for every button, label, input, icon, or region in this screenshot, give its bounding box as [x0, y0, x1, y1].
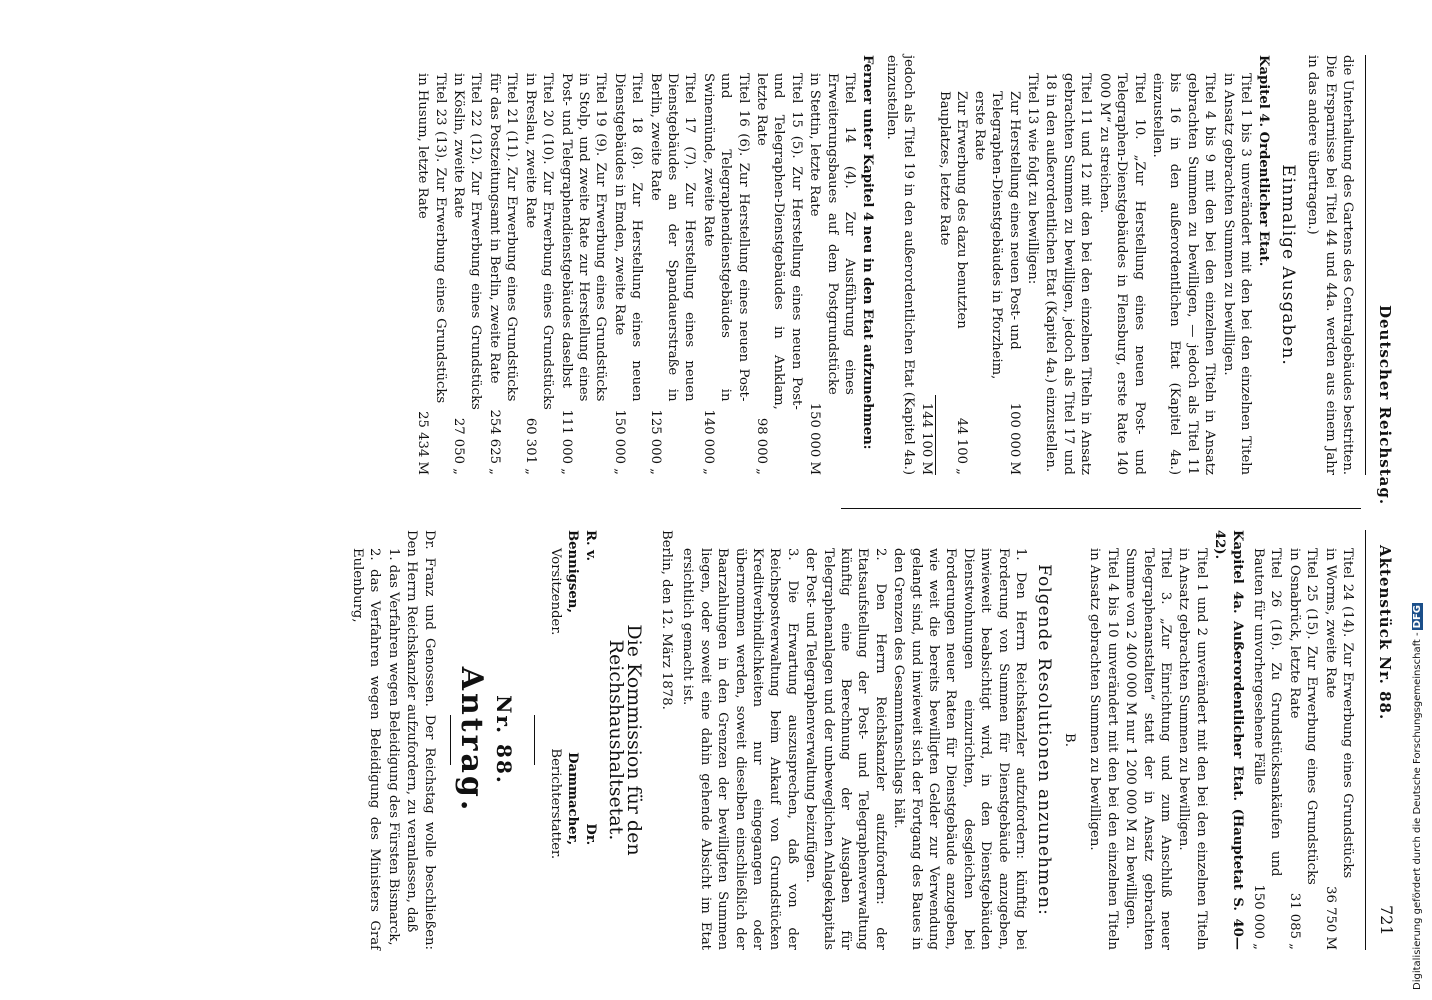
ferner-heading: Ferner unter Kapitel 4 neu in den Etat aufzunehmen: [860, 55, 876, 450]
paragraph: Titel 13 wie folgt zu bewilligen: [1025, 73, 1041, 285]
paragraph: Titel 4 bis 10 unverändert mit den bei den einzelnen Titeln in Ansatz gebrachten Summen zu bewilligen. [1087, 548, 1120, 950]
resolution-item: 1. Den Herrn Reichskanzler aufzufordern: künftig bei Forderung von Summen für Dienstgebäude anzugeben, inwieweit beabsichtigt wird, in den Dienstgebäuden Dienstwohnungen einzurichten, desgleichen bei Forderungen neuer Raten für Dienstgebäude anzugeben, wie weit die bereits bewilligten Gelder zur Verwendung gelangt sind, und inwieweit sich der Fortgang des Baues in den Grenzen des Gesammtanschlags hält. [891, 548, 1029, 950]
title-item-text: Titel 19 (9). Zur Erwerbung eines Grundstücks in Stolp, und zweite Rate zur Herstellung eines Post- und Telegraphendienstgebäudes daselbst [558, 73, 609, 402]
title-item-amount: 36 750 M [1322, 886, 1338, 950]
antrag-text: Dr. Franz und Genossen. Der Reichstag wolle beschließen: Den Herrn Reichskanzler aufzufordern, zu veranlassen, daß [404, 530, 437, 950]
header-left: Deutscher Reichstag. [1376, 305, 1394, 506]
paragraph: Titel 1 und 2 unverändert mit den bei den einzelnen Titeln in Ansatz gebrachten Summen zu bewilligen. [1176, 548, 1209, 950]
title-item-text: Titel 17 (7). Zur Herstellung eines neuen Dienstgebäudes an der Spandauerstraße in Berlin, zweite Rate [647, 73, 698, 402]
kapitel-heading: Kapitel 4a. Außerordentlicher Etat. (Hauptetat S. 40—42). [1212, 530, 1245, 950]
intro-text: die Unterhaltung des Gartens des Centralgebäudes bestritten. Die Ersparnisse bei Titel 44 und 44a. werden aus einem Jahr in das andere übertragen.) [1305, 55, 1355, 475]
antrag-title: Antrag. [454, 666, 490, 814]
signature-left [547, 530, 599, 732]
section-heading: Einmalige Ausgaben. [1277, 164, 1298, 366]
title-item-text: Titel 15 (5). Zur Herstellung eines neuen Post- und Telegraphen-Dienstgebäudes in Anklam, letzte Rate [754, 73, 804, 410]
budget-total [917, 55, 935, 475]
budget-line-amount: 44 100 „ [954, 417, 970, 475]
title-item [1285, 530, 1320, 950]
budget-total-amount: 144 100 M [917, 395, 935, 475]
signature-role: Vorsitzender. [547, 548, 563, 636]
title-item-text: Titel 24 (14). Zur Erwerbung eines Grundstücks in Worms, zweite Rate [1322, 548, 1355, 879]
title-item-amount: 31 085 „ [1286, 892, 1302, 950]
title-item-text: Titel 21 (11). Zur Erwerbung eines Grundstücks für das Postzeitungsamt in Berlin, zweite Rate [486, 73, 520, 402]
title-item-text: Titel 26 (16). Zu Grundstücksankäufen und Bauten für unvorhergesehene Fälle [1250, 548, 1284, 877]
title-item [450, 55, 485, 475]
signatures [547, 530, 599, 950]
signature-right [547, 748, 599, 950]
divider [450, 715, 451, 765]
title-item-text: Titel 16 (6). Zur Herstellung eines neuen Post- und Telegraphendienstgebäudes in Swinemünde, zweite Rate [700, 73, 751, 402]
header-rule-right [1365, 530, 1366, 950]
title-item-amount: 98 000 „ [754, 417, 769, 475]
budget-line-text: Zur Herstellung eines neuen Post- und Telegraphen-Dienstgebäudes in Pforzheim, erste Rate [971, 91, 1022, 380]
title-item [521, 55, 556, 475]
title-item-amount: 60 301 „ [522, 417, 538, 475]
budget-line [970, 55, 1022, 475]
title-item [557, 55, 609, 475]
title-item [806, 55, 858, 475]
section-marker: B. [1061, 733, 1077, 747]
title-item-amount: 25 434 M [415, 411, 431, 475]
date-line: Berlin, den 12. März 1878. [658, 530, 674, 710]
title-item-amount: 150 000 M [807, 402, 823, 475]
resolution-item: 2. Den Herrn Reichskanzler aufzufordern: der Etatsaufstellung der Post- und Telegraphenverwaltung künftig eine Berechnung der Ausgaben für Telegraphenanlagen und der unbeweglichen Anlagekapitals der Post- und Telegraphenverwaltung beizufügen. [803, 548, 888, 950]
title-item [610, 55, 645, 475]
dfg-credit [1412, 603, 1423, 990]
commission-title: Die Kommission für den Reichshaushaltsetat. [605, 624, 645, 856]
antrag-item: 1. das Verfahren wegen Beleidigung des Fürsten Bismarck, [385, 548, 401, 946]
signature-name: R. v. Bennigsen, [565, 530, 598, 613]
title-item [699, 55, 751, 475]
title-item-amount: 140 000 „ [700, 409, 716, 475]
paragraph: Titel 4 bis 9 mit den bei den einzelnen Titeln in Ansatz gebrachten Summen zu bewilligen, — jedoch als Titel 11 bis 16 in den außerordentlichen Etat (Kapitel 4a.) einzustellen. [1149, 73, 1218, 475]
column-left [413, 55, 1356, 475]
divider [534, 715, 535, 765]
title-item [646, 55, 698, 475]
paragraph: Titel 1 bis 3 unverändert mit den bei den einzelnen Titeln in Ansatz gebrachten Summen zu bewilligen. [1220, 73, 1253, 475]
page-header [1366, 0, 1396, 1000]
title-item-amount: 27 050 „ [451, 417, 467, 475]
paragraph: Titel 11 und 12 mit den bei den einzelnen Titeln in Ansatz gebrachten Summen zu bewilligen, jedoch als Titel 17 und 18 in den außerordentlichen Etat (Kapitel 4a.) einzustellen. [1043, 73, 1094, 475]
title-item-text: Titel 18 (8). Zur Herstellung eines neuen Dienstgebäudes in Emden, zweite Rate [611, 73, 645, 402]
resolution-item: 3. Die Erwartung auszusprechen, daß von der Reichspostverwaltung beim Ankauf von Grundstücken Kreditverbindlichkeiten nur eingegangen oder übernommen werden, soweit dieselben einschließlich der Baarzahlungen in den Grenzen der bewilligten Summen liegen, oder soweit eine dahin gehende Absicht im Etat ersichtlich gemacht ist. [680, 548, 800, 950]
dfg-logo: DFG [1412, 605, 1423, 629]
paragraph: jedoch als Titel 19 in den außerordentlichen Etat (Kapitel 4a.) einzustellen. [883, 55, 917, 475]
header-right: Aktenstück Nr. 88. [1376, 545, 1394, 721]
signature-name: Dr. Dammacher, [565, 752, 598, 846]
signature-role: Berichterstatter. [547, 748, 563, 860]
column-right [348, 530, 1356, 950]
title-item-amount: 125 000 „ [647, 409, 663, 475]
title-item-text: Titel 14 (4). Zur Ausführung eines Erweiterungsbaues auf dem Postgrundstücke in Stettin, letzte Rate [807, 73, 858, 395]
budget-line-amount: 100 000 M [1006, 402, 1022, 475]
page-number: 721 [1377, 905, 1396, 936]
title-item-text: Titel 20 (10). Zur Erwerbung eines Grundstücks in Breslau, zweite Rate [522, 73, 556, 410]
kapitel-heading: Kapitel 4. Ordentlicher Etat. [1256, 55, 1272, 267]
title-item [414, 55, 449, 475]
title-item-amount: 254 625 „ [486, 409, 502, 475]
title-item [1321, 530, 1356, 950]
title-item [486, 55, 521, 475]
budget-line-text: Zur Erwerbung des dazu benutzten Bauplatzes, letzte Rate [937, 91, 970, 329]
antrag-item: 2. das Verfahren wegen Beleidigung des Ministers Graf Eulenburg, [350, 548, 383, 950]
title-list [414, 55, 858, 475]
budget-line [936, 55, 971, 475]
paragraph: Titel 10. „Zur Herstellung eines neuen Post- und Telegraphen-Dienstgebäudes in Flensburg, erste Rate 140 000 M“ zu streichen. [1096, 73, 1147, 475]
title-item-amount: 150 000 „ [611, 409, 627, 475]
header-rule-left [1365, 55, 1366, 475]
title-item-amount: 150 000 „ [1250, 884, 1266, 950]
title-item-amount: 111 000 „ [558, 409, 574, 475]
credit-text: Digitalisierung gefördert durch die Deutsche Forschungsgemeinschaft - [1412, 632, 1423, 990]
column-separator [841, 508, 1361, 509]
resolutions-heading: Folgende Resolutionen anzunehmen: [1034, 564, 1055, 916]
title-item-text: Titel 23 (13). Zur Erwerbung eines Grundstücks in Husum, letzte Rate [415, 73, 448, 404]
paragraph: Titel 3. „Zur Einrichtung und zum Anschluß neuer Telegraphenanstalten“ statt der in Ansatz gebrachten Summe von 2 400 000 M nur 1 200 000 M zu bewilligen. [1123, 548, 1173, 950]
title-item [1250, 530, 1285, 950]
title-list [1250, 530, 1356, 950]
title-item-text: Titel 22 (12). Zur Erwerbung eines Grundstücks in Köslin, zweite Rate [451, 73, 484, 410]
title-item [753, 55, 805, 475]
document-number: Nr. 88. [491, 695, 516, 785]
title-item-text: Titel 25 (15). Zur Erwerbung eines Grundstücks in Osnabrück, letzte Rate [1286, 548, 1320, 885]
